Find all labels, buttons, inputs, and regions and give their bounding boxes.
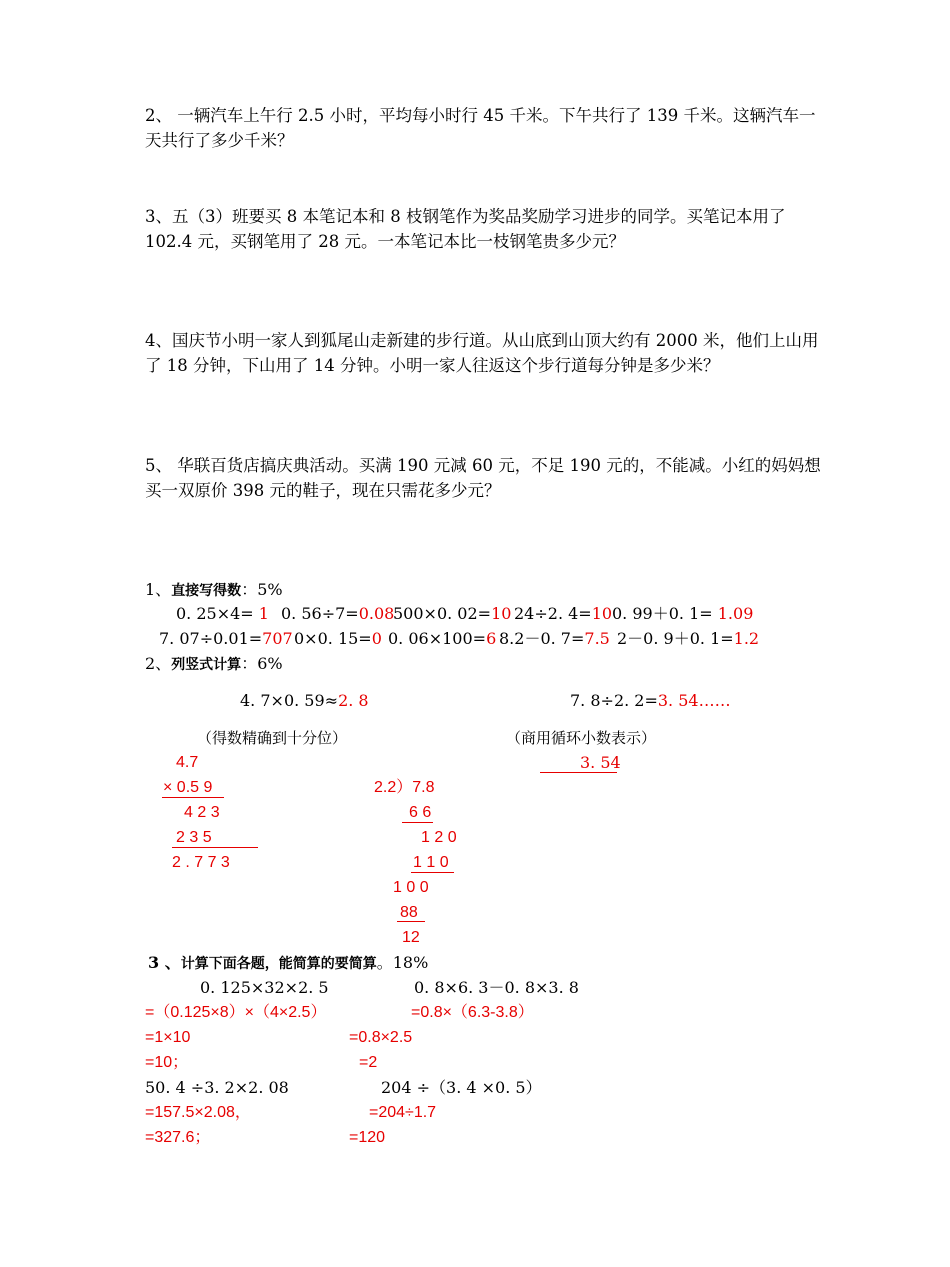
mult-row-2: × 0.5 9 xyxy=(163,779,213,796)
div-quotient-line xyxy=(540,772,617,773)
div-head: 2.2）7.8 xyxy=(374,779,435,796)
section2-number: 2、 xyxy=(145,654,172,673)
mult-row-4: 2 3 5 xyxy=(176,829,212,846)
section2-title: 列竖式计算 xyxy=(171,657,242,673)
section3-number: 3 、 xyxy=(148,953,181,972)
calc-1-step-3: =10； xyxy=(145,1054,189,1071)
note-round-tenths: （得数精确到十分位） xyxy=(197,729,348,747)
answer: 10 xyxy=(591,604,613,623)
mental-item-3: 500×0. 02=10 xyxy=(393,604,512,623)
div-quotient: 3. 54 xyxy=(580,753,621,772)
section1-heading xyxy=(145,578,283,603)
note-repeating-decimal: （商用循环小数表示） xyxy=(506,729,657,747)
answer: 3. 54…… xyxy=(657,691,731,710)
mult-row-3: 4 2 3 xyxy=(184,804,220,821)
calc-problem-4: 204 ÷（3. 4 ×0. 5） xyxy=(381,1078,542,1097)
answer: 1.2 xyxy=(733,629,760,648)
mental-item-5: 0. 99＋0. 1= 1.09 xyxy=(612,604,754,623)
div-step-4: 1 0 0 xyxy=(393,879,429,896)
word-problem-4: 4、国庆节小明一家人到狐尾山走新建的步行道。从山底到山顶大约有 2000 米，他们上山用了 18 分钟，下山用了 14 分钟。小明一家人往返这个步行道每分钟是多少米？ xyxy=(145,331,819,375)
div-step-2: 1 2 0 xyxy=(421,829,457,846)
mental-item-1: 0. 25×4= 1 xyxy=(176,604,269,623)
answer: 1.09 xyxy=(717,604,754,623)
word-problem-3: 3、五（3）班要买 8 本笔记本和 8 枝钢笔作为奖品奖励学习进步的同学。买笔记本用了 102.4 元，买钢笔用了 28 元。一本笔记本比一枝钢笔贵多少元？ xyxy=(145,207,786,251)
answer: 0.08 xyxy=(358,604,395,623)
section2-heading xyxy=(145,652,283,677)
answer: 7.5 xyxy=(584,629,610,648)
answer: 0 xyxy=(371,629,382,648)
calc-2-step-3: =2 xyxy=(359,1054,378,1071)
answer: 10 xyxy=(491,604,512,623)
section2-score: ：6% xyxy=(241,654,283,673)
mental-item-9: 8.2－0. 7=7.5 xyxy=(499,629,610,648)
calc-4-step-2: =120 xyxy=(349,1129,386,1146)
mult-line-2 xyxy=(172,847,258,848)
calc-3-step-1: =157.5×2.08， xyxy=(145,1104,251,1121)
mult-row-1: 4.7 xyxy=(176,754,199,771)
answer: 6 xyxy=(486,629,497,648)
section3-score: 。18% xyxy=(376,953,429,972)
section1-title: 直接写得数 xyxy=(171,583,242,599)
mental-item-6: 7. 07÷0.01=707 xyxy=(159,629,293,648)
div-line-3 xyxy=(397,921,425,922)
calc-problem-2: 0. 8×6. 3－0. 8×3. 8 xyxy=(414,978,579,997)
calc-problem-1: 0. 125×32×2. 5 xyxy=(200,978,329,997)
section3-heading xyxy=(148,951,428,976)
div-line-2 xyxy=(411,872,454,873)
answer: 2. 8 xyxy=(338,691,369,710)
calc-3-step-2: =327.6； xyxy=(145,1129,211,1146)
section3-title: 计算下面各题，能简算的要简算 xyxy=(180,956,377,972)
word-problem-2: 2、 一辆汽车上午行 2.5 小时，平均每小时行 45 千米。下午共行了 139 千米。这辆汽车一天共行了多少千米？ xyxy=(145,106,816,150)
word-problem-5: 5、 华联百货店搞庆典活动。买满 190 元减 60 元，不足 190 元的，不能减。小红的妈妈想买一双原价 398 元的鞋子，现在只需花多少元？ xyxy=(145,456,821,500)
calc-2-step-1: =0.8×（6.3-3.8） xyxy=(411,1004,534,1021)
mult-line-1 xyxy=(162,797,224,798)
calc-1-step-1: =（0.125×8）×（4×2.5） xyxy=(145,1004,327,1021)
div-step-1: 6 6 xyxy=(409,804,432,821)
mental-item-2: 0. 56÷7=0.08 xyxy=(281,604,395,623)
div-step-3: 1 1 0 xyxy=(413,854,449,871)
section1-score: ：5% xyxy=(241,580,283,599)
mult-row-5: 2 . 7 7 3 xyxy=(172,854,230,871)
section1-number: 1、 xyxy=(145,580,172,599)
mental-item-10: 2－0. 9＋0. 1=1.2 xyxy=(617,629,760,648)
calc-1-step-2: =1×10 xyxy=(145,1029,191,1046)
div-line-1 xyxy=(402,822,433,823)
answer: 707 xyxy=(262,629,293,648)
calc-problem-3: 50. 4 ÷3. 2×2. 08 xyxy=(145,1078,289,1097)
mental-item-7: 0×0. 15=0 xyxy=(294,629,382,648)
calc-4-step-1: =204÷1.7 xyxy=(369,1104,437,1121)
div-step-6: 12 xyxy=(402,929,420,946)
div-step-5: 88 xyxy=(400,904,418,921)
column-problem-1: 4. 7×0. 59≈2. 8 xyxy=(240,691,369,710)
calc-2-step-2: =0.8×2.5 xyxy=(349,1029,413,1046)
column-problem-2: 7. 8÷2. 2=3. 54…… xyxy=(570,691,731,710)
mental-item-8: 0. 06×100=6 xyxy=(388,629,497,648)
mental-item-4: 24÷2. 4=10 xyxy=(514,604,613,623)
answer: 1 xyxy=(258,604,269,623)
